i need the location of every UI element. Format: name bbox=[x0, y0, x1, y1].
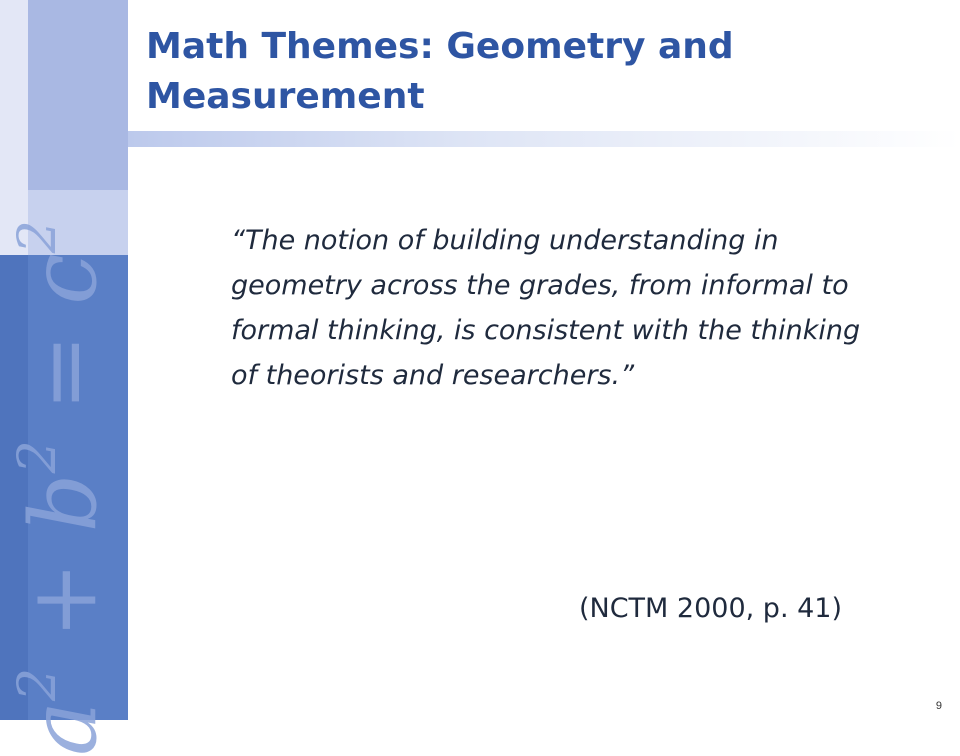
quote-text: “The notion of building understanding in geometry across the grades, from informal to formal thinking, is consistent with the thinking of theorists and researchers.” bbox=[231, 225, 861, 391]
title-underline-gradient bbox=[128, 131, 960, 147]
band-block-pale bbox=[0, 0, 28, 255]
pythagorean-formula-watermark: $a^2 + b^2 = c^2$ bbox=[8, 220, 117, 756]
left-decorative-band bbox=[0, 0, 128, 756]
band-block-light bbox=[28, 0, 128, 190]
page-number: 9 bbox=[935, 700, 942, 712]
citation: (NCTM 2000, p. 41) bbox=[578, 593, 842, 624]
slide-title: Math Themes: Geometry and Measurement bbox=[146, 26, 734, 117]
